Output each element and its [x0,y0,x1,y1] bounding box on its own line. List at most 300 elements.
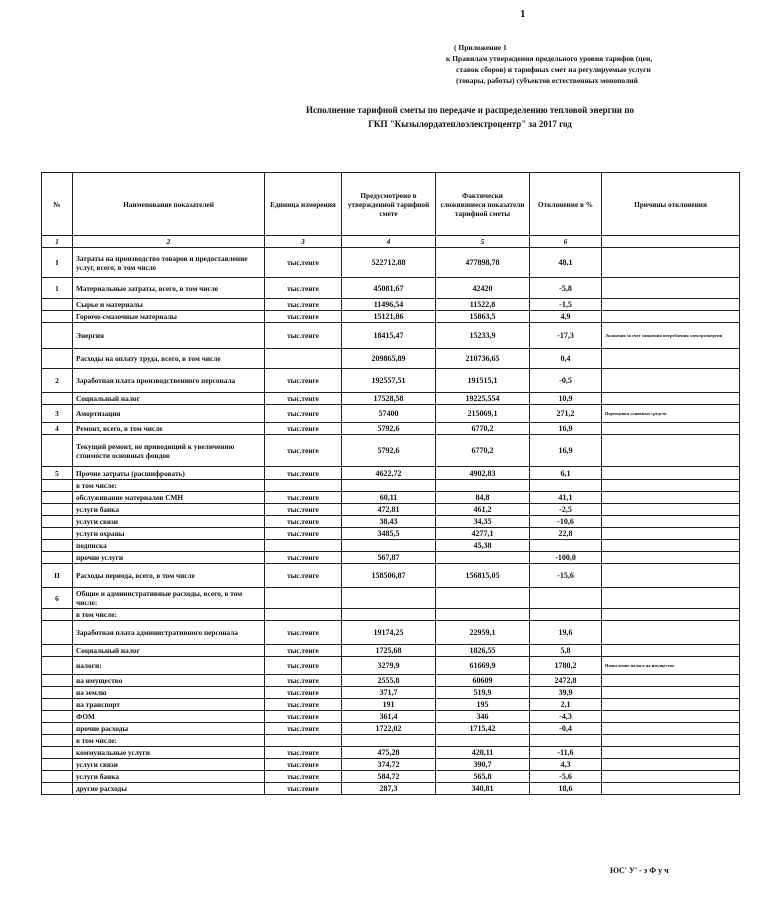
cell-n [42,552,73,564]
cell-reason: Экономия за счет снижения потребления электроэнергии [602,323,740,349]
cell-plan: 18415,47 [342,323,436,349]
cell-plan: 1722,02 [342,723,436,735]
cell-fact: 4277,1 [436,528,530,540]
index-cell: 6 [530,236,602,248]
table-row [42,480,740,492]
cell-dev: 22,8 [530,528,602,540]
cell-plan: 374,72 [342,759,436,771]
appendix-note [446,42,736,86]
cell-unit: тыс.тенге [265,393,342,405]
cell-dev: -15,6 [530,564,602,588]
cell-n [42,349,73,369]
cell-n [42,609,73,621]
table-row [42,621,740,645]
cell-name: Социальный налог [73,645,265,657]
cell-unit: тыс.тенге [265,771,342,783]
cell-name: Текущий ремонт, не приводящий к увеличению стоимости основных фондов [73,435,265,467]
cell-unit: тыс.тенге [265,278,342,299]
cell-dev: -4,3 [530,711,602,723]
cell-plan: 2555,8 [342,675,436,687]
cell-fact: 156815,05 [436,564,530,588]
cell-name: услуги связи [73,516,265,528]
cell-reason [602,552,740,564]
cell-dev [530,480,602,492]
cell-n: II [42,564,73,588]
cell-reason [602,783,740,795]
cell-fact: 11522,8 [436,299,530,311]
cell-name: Общие и административные расходы, всего, в том числе: [73,588,265,609]
cell-fact: 15863,5 [436,311,530,323]
index-row [42,236,740,248]
cell-reason [602,711,740,723]
cell-reason [602,311,740,323]
cell-reason [602,675,740,687]
cell-plan: 11496,54 [342,299,436,311]
cell-unit: тыс.тенге [265,492,342,504]
cell-unit: тыс.тенге [265,504,342,516]
cell-reason [602,299,740,311]
cell-reason [602,480,740,492]
cell-plan [342,609,436,621]
table-row [42,675,740,687]
cell-name: Ремонт, всего, в том числе [73,423,265,435]
table-row [42,516,740,528]
cell-name: услуги охраны [73,528,265,540]
header-cell: № [42,173,73,236]
cell-n: 5 [42,467,73,480]
cell-unit: тыс.тенге [265,783,342,795]
cell-dev: -0,4 [530,723,602,735]
cell-plan: 5792,6 [342,423,436,435]
cell-n [42,393,73,405]
cell-n: 4 [42,423,73,435]
cell-dev: 5,8 [530,645,602,657]
cell-plan: 158506,87 [342,564,436,588]
cell-name: на транспорт [73,699,265,711]
cell-unit: тыс.тенге [265,657,342,675]
cell-plan: 209865,89 [342,349,436,369]
index-cell [602,236,740,248]
cell-name: Материальные затраты, всего, в том числе [73,278,265,299]
cell-fact: 340,81 [436,783,530,795]
cell-n [42,735,73,747]
cell-name: Расходы периода, всего, в том числе [73,564,265,588]
cell-unit: тыс.тенге [265,423,342,435]
cell-name: на землю [73,687,265,699]
cell-plan: 584,72 [342,771,436,783]
cell-reason [602,423,740,435]
cell-reason [602,588,740,609]
cell-unit: тыс.тенге [265,564,342,588]
table-row [42,747,740,759]
cell-n [42,323,73,349]
appendix-line: ставок сборов) и тарифных смет на регулируемые услуги [456,65,651,74]
cell-dev: -10,6 [530,516,602,528]
cell-plan: 5792,6 [342,435,436,467]
cell-n [42,687,73,699]
cell-dev: 10,9 [530,393,602,405]
table-row [42,393,740,405]
cell-unit: тыс.тенге [265,723,342,735]
cell-reason [602,747,740,759]
cell-reason [602,564,740,588]
cell-n [42,747,73,759]
cell-n [42,657,73,675]
cell-n [42,492,73,504]
table-row [42,299,740,311]
cell-fact [436,735,530,747]
tariff-table [41,172,740,795]
table-row [42,564,740,588]
cell-plan: 60,11 [342,492,436,504]
cell-plan: 4622,72 [342,467,436,480]
cell-dev [530,540,602,552]
cell-dev: 48,1 [530,248,602,278]
header-cell: Предусмотрено в утвержденной тарифной смете [342,173,436,236]
table-row [42,349,740,369]
table-row [42,687,740,699]
table-row [42,711,740,723]
cell-reason [602,349,740,369]
table-row [42,552,740,564]
cell-dev: 19,6 [530,621,602,645]
cell-plan: 361,4 [342,711,436,723]
table-row [42,311,740,323]
cell-dev: 4,9 [530,311,602,323]
table-row [42,771,740,783]
cell-unit: тыс.тенге [265,747,342,759]
cell-fact: 61669,9 [436,657,530,675]
cell-dev: -5,8 [530,278,602,299]
cell-fact [436,588,530,609]
cell-fact: 191515,1 [436,369,530,393]
cell-plan: 17528,58 [342,393,436,405]
header-cell: Наименование показателей [73,173,265,236]
cell-dev: -100,0 [530,552,602,564]
cell-name: Сырье и материалы [73,299,265,311]
cell-unit: тыс.тенге [265,467,342,480]
index-cell: 2 [73,236,265,248]
table-row [42,278,740,299]
cell-unit [265,609,342,621]
cell-n: 6 [42,588,73,609]
cell-dev: 1780,2 [530,657,602,675]
cell-unit: тыс.тенге [265,759,342,771]
cell-reason [602,687,740,699]
cell-name: Социальный налог [73,393,265,405]
cell-reason [602,248,740,278]
cell-n [42,540,73,552]
cell-reason [602,369,740,393]
cell-unit [265,480,342,492]
cell-dev: 4,3 [530,759,602,771]
cell-dev: -11,6 [530,747,602,759]
cell-reason [602,492,740,504]
cell-unit: тыс.тенге [265,311,342,323]
cell-plan: 3279,9 [342,657,436,675]
cell-fact: 420,11 [436,747,530,759]
title-line: Исполнение тарифной сметы по передаче и распределению тепловой энергии по [305,105,635,115]
cell-dev: 2472,8 [530,675,602,687]
cell-n: 2 [42,369,73,393]
cell-plan: 192557,51 [342,369,436,393]
cell-fact: 6770,2 [436,435,530,467]
cell-unit: тыс.тенге [265,552,342,564]
index-cell: 4 [342,236,436,248]
table-row [42,735,740,747]
cell-fact: 519,9 [436,687,530,699]
cell-n [42,299,73,311]
cell-n [42,516,73,528]
cell-dev: 2,1 [530,699,602,711]
header-cell: Фактически сложившиеся показатели тарифной сметы [436,173,530,236]
cell-name: прочие расходы [73,723,265,735]
cell-fact: 84,8 [436,492,530,504]
cell-n [42,480,73,492]
cell-plan: 15121,86 [342,311,436,323]
cell-n: 1 [42,278,73,299]
cell-fact: 461,2 [436,504,530,516]
cell-plan: 371,7 [342,687,436,699]
cell-plan: 287,3 [342,783,436,795]
cell-reason [602,467,740,480]
cell-reason [602,435,740,467]
cell-fact: 45,38 [436,540,530,552]
cell-dev: 16,9 [530,423,602,435]
cell-plan: 38,43 [342,516,436,528]
cell-fact: 477898,78 [436,248,530,278]
table-row [42,540,740,552]
table-row [42,723,740,735]
title-line: ГКП "Кызылордатеплоэлектроцентр" за 2017 год [368,119,572,129]
cell-unit [265,735,342,747]
cell-fact: 210736,65 [436,349,530,369]
cell-plan [342,480,436,492]
cell-name: налоги: [73,657,265,675]
table-row [42,405,740,423]
cell-n [42,435,73,467]
cell-name: Прочие затраты (расшифровать) [73,467,265,480]
cell-reason [602,278,740,299]
cell-fact [436,480,530,492]
table-row [42,248,740,278]
cell-name: услуги банка [73,504,265,516]
cell-unit: тыс.тенге [265,621,342,645]
cell-name: в том числе: [73,480,265,492]
cell-dev: 6,1 [530,467,602,480]
cell-name: Заработная плата административного персонала [73,621,265,645]
cell-plan [342,588,436,609]
cell-reason [602,621,740,645]
cell-name: услуги связи [73,759,265,771]
cell-fact: 390,7 [436,759,530,771]
cell-plan: 1725,68 [342,645,436,657]
table-row [42,657,740,675]
table-row [42,645,740,657]
cell-dev: 18,6 [530,783,602,795]
cell-n [42,528,73,540]
cell-plan: 3485,5 [342,528,436,540]
cell-fact: 19225,554 [436,393,530,405]
cell-name: Горюче-смазочные материалы [73,311,265,323]
cell-plan: 19174,25 [342,621,436,645]
cell-fact: 1826,55 [436,645,530,657]
cell-reason [602,609,740,621]
cell-unit: тыс.тенге [265,528,342,540]
table-row [42,369,740,393]
cell-fact: 346 [436,711,530,723]
cell-reason [602,735,740,747]
header-cell: Причины отклонения [602,173,740,236]
cell-unit [265,540,342,552]
table-row [42,588,740,609]
cell-n: I [42,248,73,278]
cell-unit: тыс.тенге [265,299,342,311]
table-row [42,467,740,480]
cell-name: в том числе: [73,609,265,621]
cell-plan: 472,81 [342,504,436,516]
cell-dev [530,735,602,747]
cell-name: в том числе: [73,735,265,747]
cell-n [42,675,73,687]
cell-plan: 191 [342,699,436,711]
page-number: 1 [520,8,526,20]
cell-fact: 22959,1 [436,621,530,645]
cell-name: Расходы на оплату труда, всего, в том числе [73,349,265,369]
header-cell: Отклонение в % [530,173,602,236]
cell-fact: 1715,42 [436,723,530,735]
cell-plan: 45081,67 [342,278,436,299]
appendix-line: (товары, работы) субъектов естественных монополий [456,76,638,85]
cell-unit: тыс.тенге [265,435,342,467]
cell-fact [436,552,530,564]
cell-name: другие расходы [73,783,265,795]
cell-reason [602,645,740,657]
cell-fact: 34,35 [436,516,530,528]
cell-reason: Начисление налога на имущество [602,657,740,675]
cell-name: Затраты на производство товаров и предоставление услуг, всего, в том числе [73,248,265,278]
cell-unit: тыс.тенге [265,687,342,699]
cell-n [42,759,73,771]
cell-plan: 57400 [342,405,436,423]
cell-n [42,645,73,657]
cell-plan [342,735,436,747]
header-cell: Единица измерения [265,173,342,236]
cell-name: ФОМ [73,711,265,723]
cell-name: обслуживание материалов СМН [73,492,265,504]
cell-unit: тыс.тенге [265,323,342,349]
cell-n [42,311,73,323]
cell-fact: 15233,9 [436,323,530,349]
cell-fact: 60609 [436,675,530,687]
cell-plan [342,540,436,552]
table-row [42,323,740,349]
cell-reason [602,516,740,528]
table-row [42,504,740,516]
index-cell: 1 [42,236,73,248]
cell-n [42,771,73,783]
cell-reason [602,699,740,711]
cell-name: подписка [73,540,265,552]
cell-reason [602,540,740,552]
cell-name: услуги банка [73,771,265,783]
cell-reason [602,759,740,771]
header-row [42,173,740,236]
cell-name: Заработная плата производственного персонала [73,369,265,393]
cell-fact: 4902,83 [436,467,530,480]
footer-stamp: ЮС' У' - э Ф у ч [610,866,669,875]
cell-unit: тыс.тенге [265,699,342,711]
cell-n [42,699,73,711]
cell-fact: 215069,1 [436,405,530,423]
table-row [42,435,740,467]
cell-dev: -2,5 [530,504,602,516]
appendix-line: ( Приложение 1 [454,43,507,52]
cell-dev: 0,4 [530,349,602,369]
table-row [42,783,740,795]
table-row [42,759,740,771]
cell-plan: 522712,88 [342,248,436,278]
cell-fact: 565,8 [436,771,530,783]
cell-dev: 271,2 [530,405,602,423]
cell-name: Амортизация [73,405,265,423]
cell-dev: -1,5 [530,299,602,311]
cell-fact: 195 [436,699,530,711]
cell-unit: тыс.тенге [265,516,342,528]
cell-unit: тыс.тенге [265,675,342,687]
table-row [42,528,740,540]
cell-dev: 16,9 [530,435,602,467]
cell-n [42,504,73,516]
cell-name: прочие услуги [73,552,265,564]
cell-n [42,723,73,735]
index-cell: 5 [436,236,530,248]
cell-unit: тыс.тенге [265,369,342,393]
cell-n: 3 [42,405,73,423]
cell-reason [602,771,740,783]
cell-name: на имущество [73,675,265,687]
document-title [200,103,740,131]
index-cell: 3 [265,236,342,248]
cell-dev: -5,6 [530,771,602,783]
cell-fact: 6770,2 [436,423,530,435]
cell-name: Энергия [73,323,265,349]
cell-dev: 39,9 [530,687,602,699]
cell-unit: тыс.тенге [265,711,342,723]
cell-unit: тыс.тенге [265,248,342,278]
cell-reason [602,528,740,540]
cell-dev [530,609,602,621]
cell-unit [265,349,342,369]
cell-unit [265,588,342,609]
appendix-line: к Правилам утверждения предельного уровня тарифов (цен, [446,54,653,63]
cell-dev: -0,5 [530,369,602,393]
table-row [42,699,740,711]
cell-name: коммунальные услуги [73,747,265,759]
cell-reason: Переоценка основных средств [602,405,740,423]
cell-fact [436,609,530,621]
cell-plan: 567,87 [342,552,436,564]
cell-plan: 475,28 [342,747,436,759]
cell-n [42,711,73,723]
cell-n [42,783,73,795]
cell-unit: тыс.тенге [265,405,342,423]
cell-fact: 42420 [436,278,530,299]
cell-reason [602,393,740,405]
cell-dev [530,588,602,609]
cell-reason [602,504,740,516]
table-row [42,492,740,504]
